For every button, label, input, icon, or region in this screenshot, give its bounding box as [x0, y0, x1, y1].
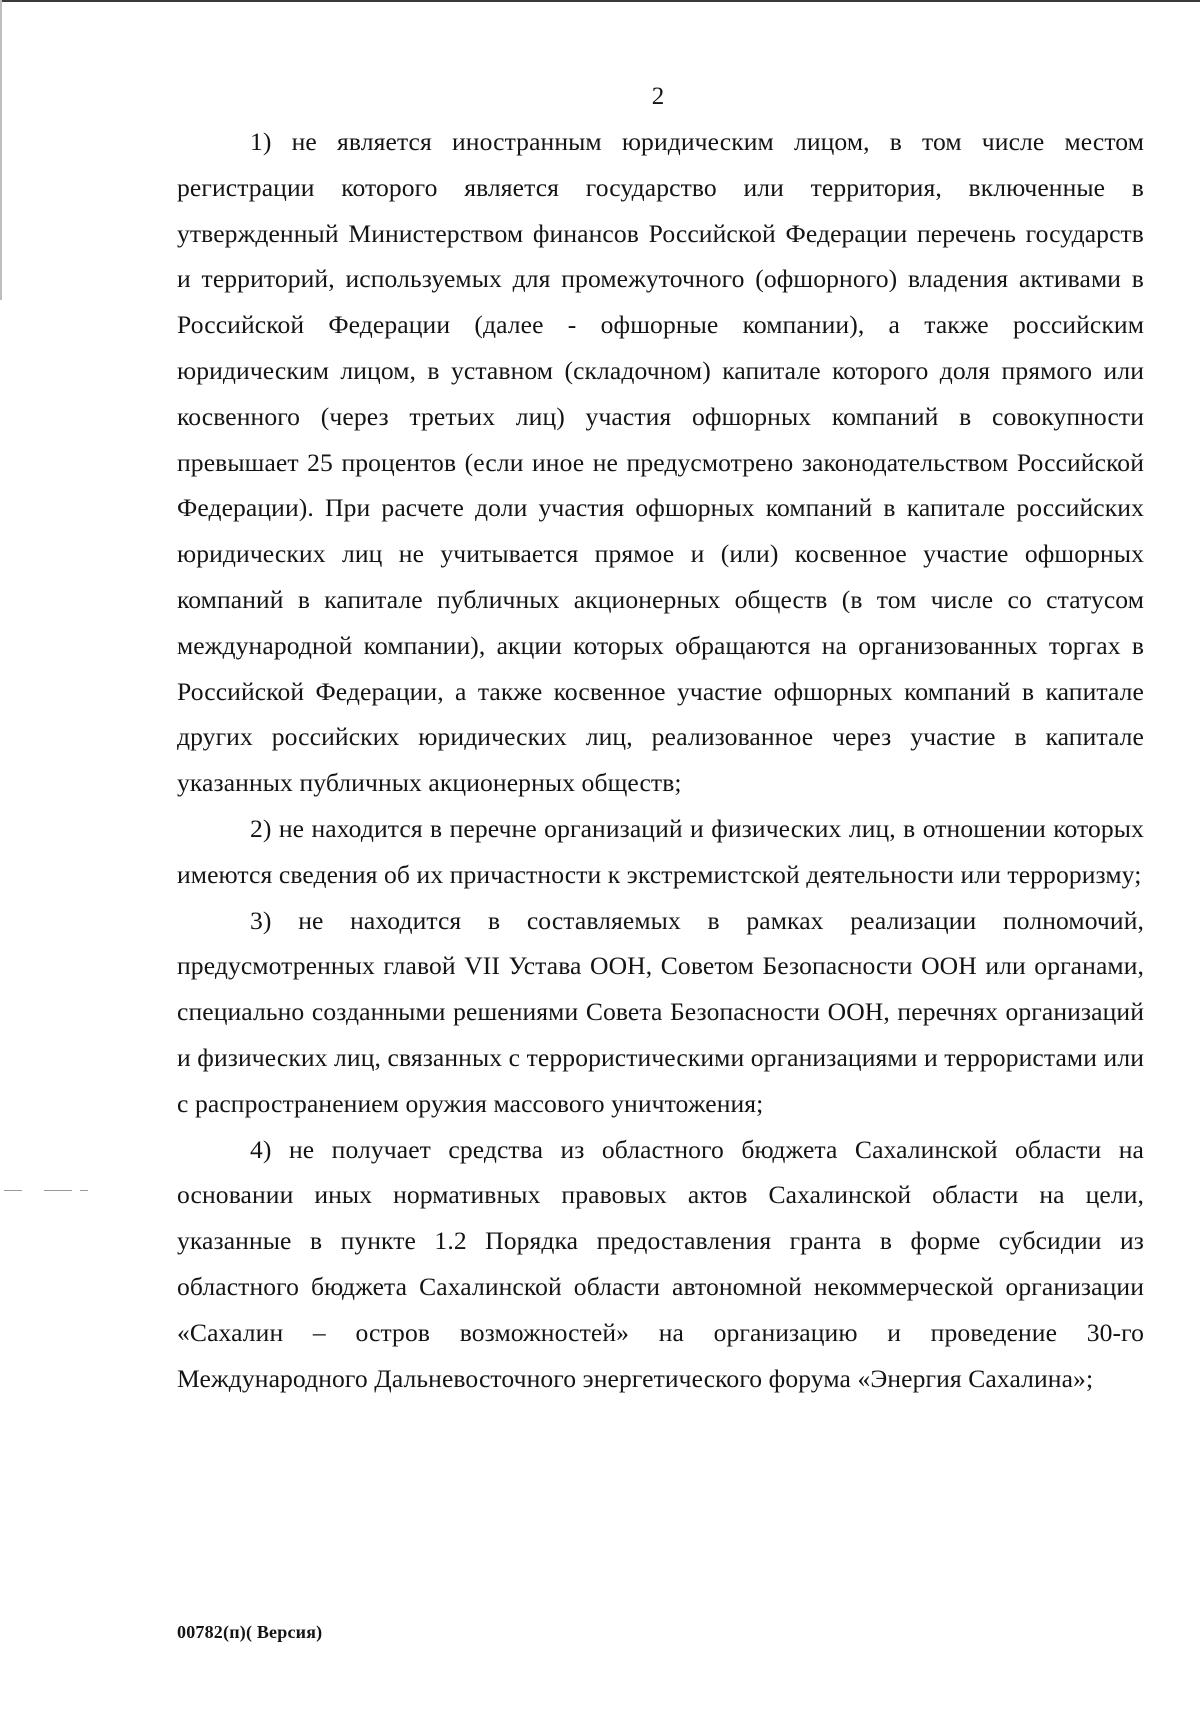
scan-top-edge — [0, 0, 1200, 2]
paragraph-4: 4) не получает средства из областного бюджета Сахалинской области на основании иных нормативных правовых актов Сахалинской области на цели, указанные в пункте 1.2 Порядка предоставления гранта в форме субсидии из областного бюджета Сахалинской области автономной некоммерческой организации «Сахалин – остров возможностей» на организацию и проведение 30-го Международного Дальневосточного энергетического форума «Энергия Сахалина»; — [177, 1134, 1144, 1393]
page-number: 2 — [651, 83, 665, 110]
document-body — [177, 119, 1144, 1401]
scan-speck — [4, 1190, 22, 1191]
paragraph-2: 2) не находится в перечне организаций и физических лиц, в отношении которых имеются сведения об их причастности к экстремистской деятельности или терроризму; — [177, 813, 1144, 889]
scan-left-edge — [0, 0, 2, 300]
scan-speck — [44, 1190, 72, 1191]
scan-speck — [80, 1190, 88, 1191]
document-version-footer: 00782(п)( Версия) — [177, 1622, 323, 1642]
paragraph-1: 1) не является иностранным юридическим лицом, в том числе местом регистрации которого является государство или территория, включенные в утвержденный Министерством финансов Российской Федерации перечень государств и территорий, используемых для промежуточного (офшорного) владения активами в Российской Федерации (далее - офшорные компании), а также российским юридическим лицом, в уставном (складочном) капитале которого доля прямого или косвенного (через третьих лиц) участия офшорных компаний в совокупности превышает 25 процентов (если иное не предусмотрено законодательством Российской Федерации). При расчете доли участия офшорных компаний в капитале российских юридических лиц не учитывается прямое и (или) косвенное участие офшорных компаний в капитале публичных акционерных обществ (в том числе со статусом международной компании), акции которых обращаются на организованных торгах в Российской Федерации, а также косвенное участие офшорных компаний в капитале других российских юридических лиц, реализованное через участие в капитале указанных публичных акционерных обществ; — [177, 127, 1144, 798]
paragraph-3: 3) не находится в составляемых в рамках реализации полномочий, предусмотренных главой VII Устава ООН, Советом Безопасности ООН или органами, специально созданными решениями Совета Безопасности ООН, перечнях организаций и физических лиц, связанных с террористическими организациями и террористами или с распространением оружия массового уничтожения; — [177, 905, 1144, 1118]
